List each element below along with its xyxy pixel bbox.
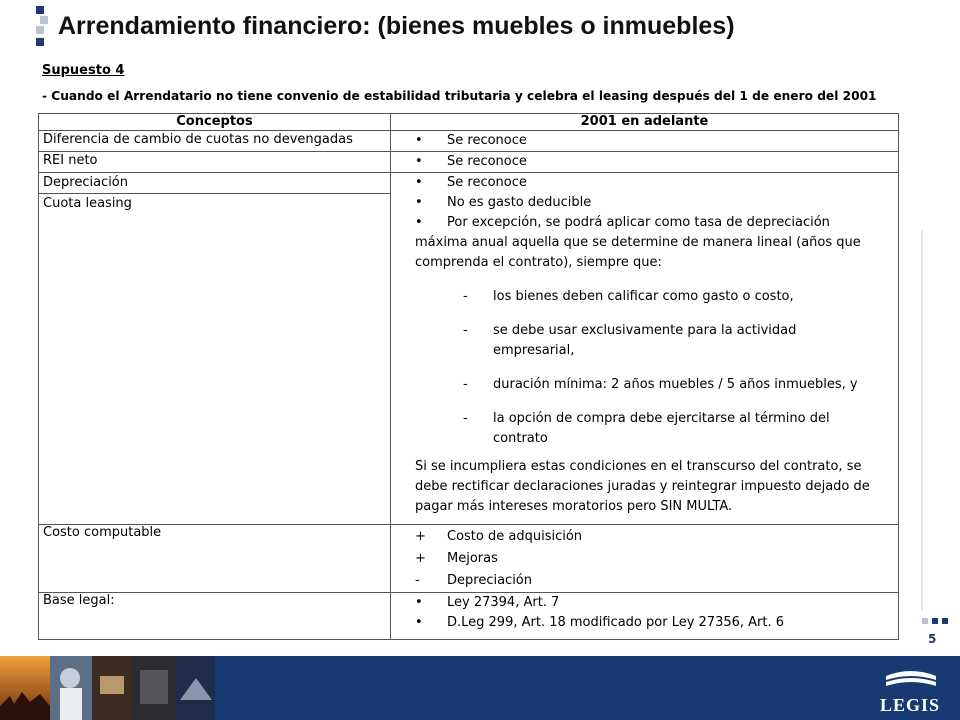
concept-text: Depreciación	[43, 175, 128, 190]
plus-icon: +	[415, 529, 426, 544]
value-text: Depreciación	[447, 573, 532, 588]
condition-text: la opción de compra debe ejercitarse al término del contrato	[493, 411, 830, 446]
condition-text: los bienes deben calificar como gasto o costo,	[493, 289, 794, 304]
value-cell	[391, 152, 899, 173]
value-text: máxima anual aquella que se determine de manera lineal (años que comprenda el contrato), siempre que:	[415, 235, 861, 270]
bullet-icon: •	[415, 175, 423, 190]
footer-photo-strip	[0, 656, 215, 720]
bullet-icon: •	[415, 154, 423, 169]
table-row	[39, 593, 899, 640]
table-row	[39, 525, 899, 593]
minus-icon: -	[415, 573, 420, 588]
value-cell: • Se reconoce • No es gasto deducible • Por excepción, se podrá aplicar como tasa de depreciación máxima anual aquella que se determine de manera lineal (años que comprenda el contrato), siempre que: - los bienes deben calificar como gasto o costo, - se debe usar exclusivamente para la actividad empresarial, - duración mínima: 2 años muebles / 5 años inmuebles, y - la opción de compra debe ejercitarse al término del contrato Si se incumpliera estas condiciones en el transcurso del contrato, se debe rectificar declaraciones juradas y reintegrar impuesto dejado de pagar más intereses moratorios pero SIN MULTA.	[391, 173, 899, 525]
page-number: 5	[928, 632, 937, 646]
concept-cell: Base legal:	[39, 593, 391, 640]
page-title: Arrendamiento financiero: (bienes muebles o inmuebles)	[58, 12, 735, 40]
header-2001: 2001 en adelante	[391, 114, 899, 131]
concept-cell: Diferencia de cambio de cuotas no devengadas	[39, 131, 391, 152]
value-text: Por excepción, se podrá aplicar como tasa de depreciación	[447, 215, 830, 230]
table-row	[39, 173, 899, 525]
bullet-icon: •	[415, 133, 423, 148]
bullet-icon: •	[415, 215, 423, 230]
value-text: Se reconoce	[447, 133, 527, 148]
value-text: Mejoras	[447, 551, 498, 566]
concepts-table	[38, 113, 899, 640]
legis-logo-text: LEGIS	[880, 695, 941, 715]
description: - Cuando el Arrendatario no tiene convenio de estabilidad tributaria y celebra el leasing después del 1 de enero del 2001	[42, 89, 877, 103]
table-row	[39, 131, 899, 152]
value-text: Se reconoce	[447, 154, 527, 169]
concept-cell: Costo computable	[39, 525, 391, 593]
note-text: Si se incumpliera estas condiciones en el transcurso del contrato, se debe rectificar declaraciones juradas y reintegrar impuesto dejado de pagar más intereses moratorios pero SIN MULTA.	[415, 459, 870, 514]
value-text: No es gasto deducible	[447, 195, 592, 210]
header-conceptos: Conceptos	[39, 114, 391, 131]
concept-cell	[39, 173, 391, 525]
subtitle: Supuesto 4	[42, 63, 125, 78]
table-row	[39, 152, 899, 173]
value-cell	[391, 525, 899, 593]
value-cell	[391, 131, 899, 152]
condition-text: se debe usar exclusivamente para la actividad empresarial,	[493, 323, 797, 358]
value-cell	[391, 593, 899, 640]
value-text: Costo de adquisición	[447, 529, 583, 544]
bullet-icon: •	[415, 595, 423, 610]
concept-cell: REI neto	[39, 152, 391, 173]
plus-icon: +	[415, 551, 426, 566]
value-text: D.Leg 299, Art. 18 modificado por Ley 27356, Art. 6	[447, 615, 785, 630]
bullet-icon: •	[415, 615, 423, 630]
bullet-icon: •	[415, 195, 423, 210]
condition-text: duración mínima: 2 años muebles / 5 años inmuebles, y	[493, 377, 858, 392]
value-text: Ley 27394, Art. 7	[447, 595, 560, 610]
side-decoration	[921, 230, 923, 610]
value-text: Se reconoce	[447, 175, 527, 190]
concept-text: Cuota leasing	[39, 193, 390, 214]
